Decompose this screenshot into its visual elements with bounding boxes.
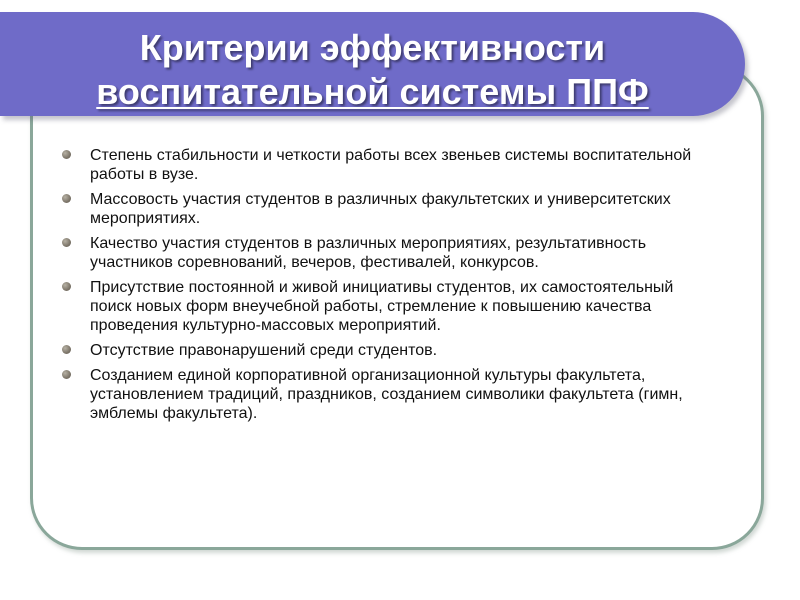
bullet-item [62, 146, 702, 184]
title-bar [0, 12, 745, 116]
bullet-text: Созданием единой корпоративной организационной культуры факультета, установлением традиций, праздников, созданием символики факультета (гимн, эмблемы факультета). [90, 367, 683, 422]
bullet-dot-icon [62, 238, 71, 247]
bullet-dot-icon [62, 194, 71, 203]
bullet-text: Массовость участия студентов в различных факультетских и университетских мероприятиях. [90, 191, 671, 227]
bullet-text: Присутствие постоянной и живой инициативы студентов, их самостоятельный поиск новых форм внеучебной работы, стремление к повышению качества проведения культурно-массовых мероприятий. [90, 279, 674, 334]
bullet-dot-icon [62, 345, 71, 354]
bullet-item [62, 278, 702, 335]
bullet-text: Качество участия студентов в различных мероприятиях, результативность участников соревнований, вечеров, фестивалей, конкурсов. [90, 235, 647, 271]
title-line-2: воспитательной системы ППФ [96, 71, 649, 112]
bullet-list [62, 146, 702, 429]
bullet-dot-icon [62, 150, 71, 159]
bullet-item [62, 190, 702, 228]
bullet-dot-icon [62, 370, 71, 379]
bullet-item [62, 341, 702, 360]
bullet-item [62, 234, 702, 272]
bullet-item [62, 366, 702, 423]
bullet-dot-icon [62, 282, 71, 291]
title-line-1: Критерии эффективности [139, 27, 606, 68]
bullet-text: Отсутствие правонарушений среди студентов. [90, 342, 438, 359]
slide-title [0, 26, 745, 114]
bullet-text: Степень стабильности и четкости работы всех звеньев системы воспитательной работы в вузе. [90, 147, 692, 183]
